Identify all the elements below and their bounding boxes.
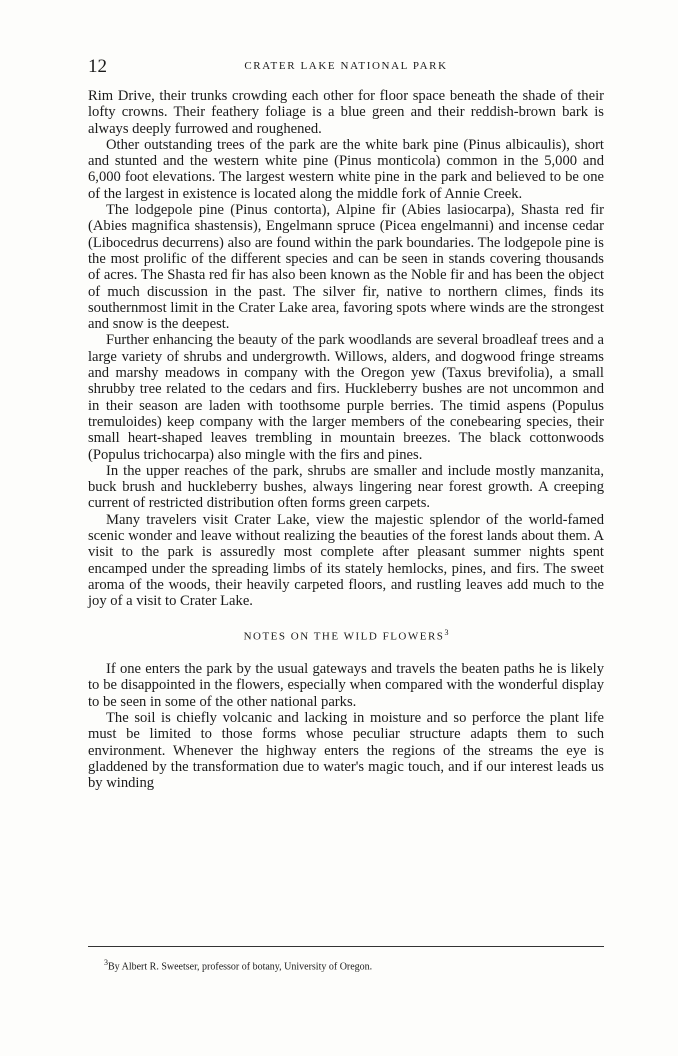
paragraph: In the upper reaches of the park, shrubs are smaller and include mostly manzanita, buck brush and huckleberry bushes, always lingering near forest growth. A creeping current of restricted distribution often forms green carpets. — [88, 462, 604, 512]
section-heading-text: NOTES ON THE WILD FLOWERS — [243, 630, 445, 643]
body-text — [88, 88, 604, 792]
paragraph: Other outstanding trees of the park are the white bark pine (Pinus albicaulis), short and stunted and the western white pine (Pinus monticola) common in the 5,000 and 6,000 foot elevations. The largest western white pine in the park and believed to be one of the largest in existence is located along the middle fork of Annie Creek. — [88, 136, 604, 202]
running-head: CRATER LAKE NATIONAL PARK — [244, 60, 448, 72]
footnote-divider — [88, 946, 604, 947]
footnote-reference: 3 — [444, 627, 449, 637]
footnote-marker: 3 — [104, 958, 108, 967]
page-number: 12 — [88, 56, 107, 77]
paragraph: The soil is chiefly volcanic and lacking in moisture and so perforce the plant life must be limited to those forms whose peculiar structure adapts them to such environment. Whenever the highway enters the regions of the streams the eye is gladdened by the transformation due to water's magic touch, and if our interest leads us by winding — [88, 710, 604, 792]
page-header — [88, 56, 604, 80]
paragraph: The lodgepole pine (Pinus contorta), Alpine fir (Abies lasiocarpa), Shasta red fir (Abies magnifica shastensis), Engelmann spruce (Picea engelmanni) and incense cedar (Libocedrus decurrens) also are found within the park boundaries. The lodgepole pine is the most prolific of the different species and can be seen in stands covering thousands of acres. The Shasta red fir has also been known as the Noble fir and has been the object of much discussion in the past. The silver fir, native to northern climes, finds its southernmost limit in the Crater Lake area, favoring spots where winds are the strongest and snow is the deepest. — [88, 202, 604, 333]
paragraph: Further enhancing the beauty of the park woodlands are several broadleaf trees and a large variety of shrubs and undergrowth. Willows, alders, and dogwood fringe streams and marshy meadows in company with the Oregon yew (Taxus brevifolia), a small shrubby tree related to the cedars and firs. Huckleberry bushes are not uncommon and in their season are laden with toothsome purple berries. The timid aspens (Populus tremuloides) keep company with the larger members of the conebearing species, their small heart-shaped leaves trembling in mountain breezes. The black cottonwoods (Populus trichocarpa) also mingle with the firs and pines. — [88, 332, 604, 463]
paragraph: If one enters the park by the usual gateways and travels the beaten paths he is likely to be disappointed in the flowers, especially when compared with the wonderful display to be seen in some of the other national parks. — [88, 661, 604, 710]
paragraph-continued: Rim Drive, their trunks crowding each other for floor space beneath the shade of their lofty crowns. Their feathery foliage is a blue green and their reddish-brown bark is always deeply furrowed and roughened. — [88, 88, 604, 137]
footnote-text: By Albert R. Sweetser, professor of botany, University of Oregon. — [108, 961, 373, 973]
footnote — [104, 956, 604, 973]
paragraph: Many travelers visit Crater Lake, view the majestic splendor of the world-famed scenic wonder and leave without realizing the beauties of the forest lands about them. A visit to the park is assuredly most complete after pleasant summer nights spent encamped under the spreading limbs of its stately hemlocks, pines, and firs. The sweet aroma of the woods, their heavily carpeted floors, and rustling leaves add much to the joy of a visit to Crater Lake. — [88, 511, 604, 610]
section-heading — [88, 626, 604, 644]
